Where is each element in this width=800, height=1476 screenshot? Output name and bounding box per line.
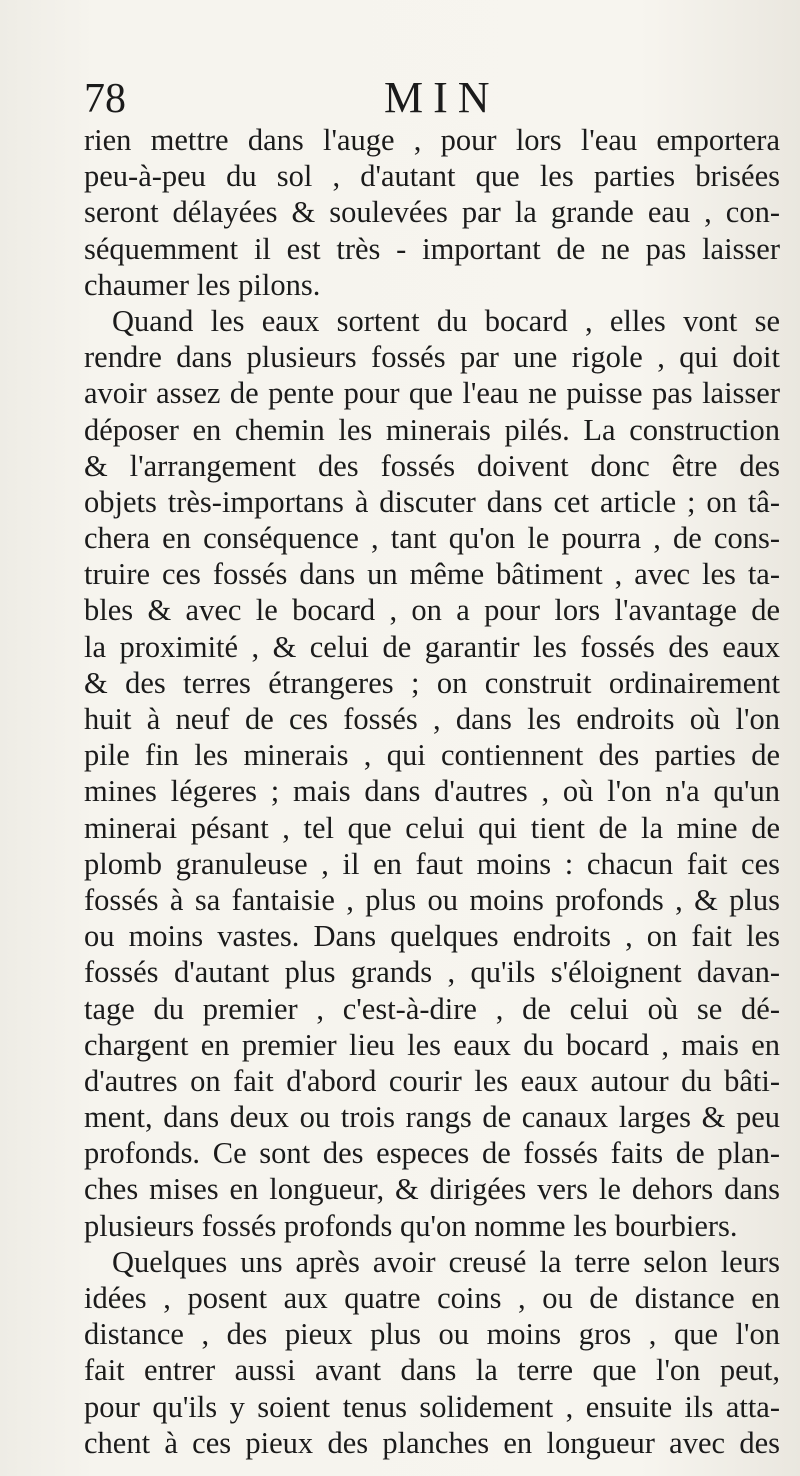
page-number: 78: [84, 76, 126, 122]
text-line: truire ces fossés dans un même bâtiment , avec les ta-: [84, 557, 780, 592]
text-line: chent à ces pieux des planches en longueur avec des: [84, 1425, 780, 1460]
text-line: Quand les eaux sortent du bocard , elles vont se: [112, 303, 780, 338]
text-line: déposer en chemin les minerais pilés. La construction: [84, 412, 780, 447]
text-line: la proximité , & celui de garantir les fossés des eaux: [84, 629, 780, 664]
text-line: bles & avec le bocard , on a pour lors l'avantage de: [84, 593, 780, 628]
text-line: Quelques uns après avoir creusé la terre selon leurs: [112, 1244, 780, 1279]
text-line: chera en conséquence , tant qu'on le pourra , de cons-: [84, 521, 780, 556]
text-line: minerai pésant , tel que celui qui tient de la mine de: [84, 810, 780, 845]
text-line: profonds. Ce sont des especes de fossés faits de plan-: [84, 1136, 780, 1171]
text-line: ment, dans deux ou trois rangs de canaux larges & peu: [84, 1100, 780, 1135]
running-title: MIN: [384, 73, 500, 122]
text-line: plomb granuleuse , il en faut moins : chacun fait ces: [84, 846, 780, 881]
text-line: d'autres on fait d'abord courir les eaux autour du bâti-: [84, 1063, 780, 1098]
text-line: fossés d'autant plus grands , qu'ils s'éloignent davan-: [84, 955, 780, 990]
text-line: pile fin les minerais , qui contiennent des parties de: [84, 738, 780, 773]
text-line: plusieurs fossés profonds qu'on nomme les bourbiers.: [84, 1208, 738, 1243]
text-line: ches mises en longueur, & dirigées vers le dehors dans: [84, 1172, 780, 1207]
text-line: ou moins vastes. Dans quelques endroits , on fait les: [84, 919, 780, 954]
text-line: objets très-importans à discuter dans cet article ; on tâ-: [84, 484, 780, 519]
text-line: chargent en premier lieu les eaux du bocard , mais en: [84, 1027, 780, 1062]
text-line: & des terres étrangeres ; on construit ordinairement: [84, 665, 780, 700]
text-line: chaumer les pilons.: [84, 267, 321, 302]
text-line: mines légeres ; mais dans d'autres , où l'on n'a qu'un: [84, 774, 780, 809]
text-line: rendre dans plusieurs fossés par une rigole , qui doit: [84, 340, 780, 375]
text-line: peu-à-peu du sol , d'autant que les parties brisées: [84, 159, 780, 194]
text-line: idées , posent aux quatre coins , ou de distance en: [84, 1281, 780, 1315]
text-line: huit à neuf de ces fossés , dans les endroits où l'on: [84, 702, 780, 736]
text-line: fossés à sa fantaisie , plus ou moins profonds , & plus: [84, 882, 780, 917]
text-line: tage du premier , c'est-à-dire , de celui où se dé-: [84, 991, 780, 1026]
text-line: rien mettre dans l'auge , pour lors l'eau emportera: [84, 123, 780, 157]
text-line: seront délayées & soulevées par la grande eau , con-: [84, 195, 780, 230]
page-header: [84, 72, 784, 124]
text-line: pour qu'ils y soient tenus solidement , ensuite ils atta-: [84, 1389, 780, 1424]
body-text: [84, 122, 780, 1461]
text-line: & l'arrangement des fossés doivent donc être des: [84, 448, 780, 483]
text-line: séquemment il est très - important de ne pas laisser: [84, 231, 780, 266]
text-line: avoir assez de pente pour que l'eau ne puisse pas laisser: [84, 376, 780, 411]
text-line: fait entrer aussi avant dans la terre que l'on peut,: [84, 1353, 780, 1388]
text-line: distance , des pieux plus ou moins gros , que l'on: [84, 1317, 780, 1352]
